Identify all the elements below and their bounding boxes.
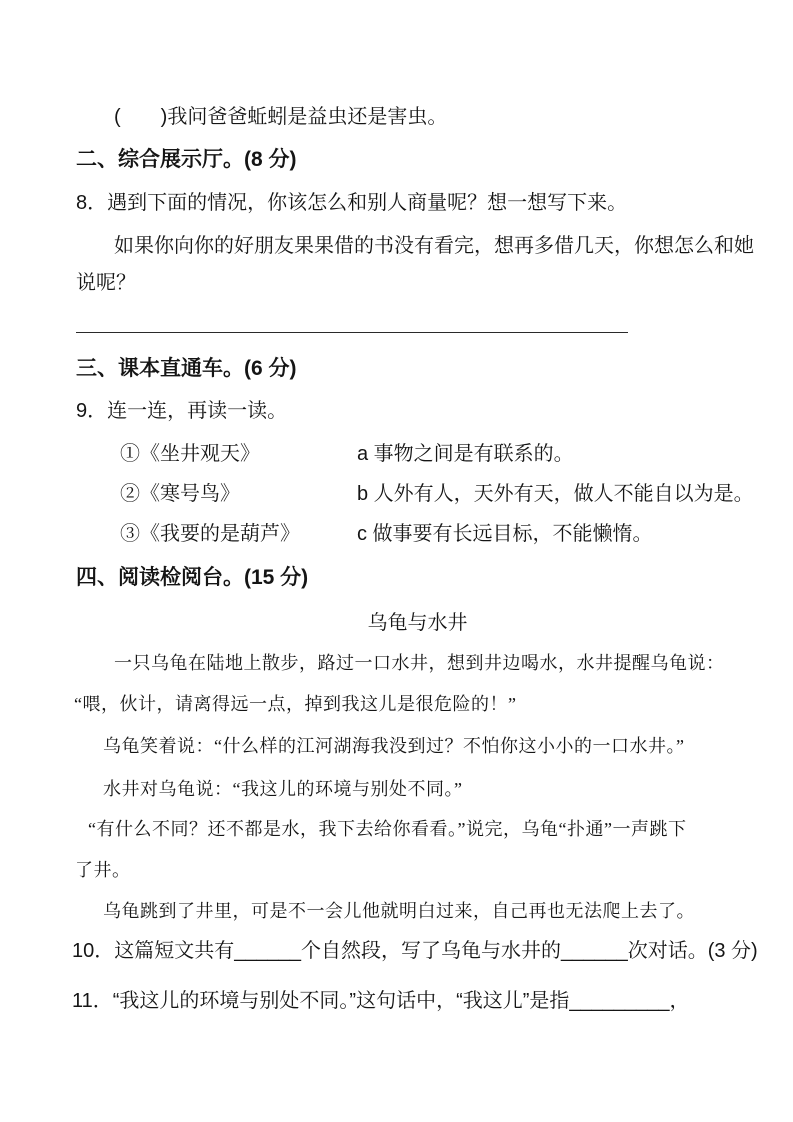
answer-blank-line [76,318,628,333]
passage-line-1: 一只乌龟在陆地上散步，路过一口水井，想到井边喝水，水井提醒乌龟说： [114,653,725,673]
question-8-scenario-line-2: 说呢？ [76,272,136,294]
question-7-item: ( )我问爸爸蚯蚓是益虫还是害虫。 [114,106,448,128]
passage-line-5: “有什么不同？还不都是水，我下去给你看看。”说完，乌龟“扑通”一声跳下 [88,819,687,839]
passage-line-6: 了井。 [75,860,131,880]
question-9-prompt: 9．连一连，再读一读。 [76,400,288,422]
question-8-scenario-line-1: 如果你向你的好朋友果果借的书没有看完，想再多借几天，你想怎么和她 [114,235,754,257]
passage-title: 乌龟与水井 [367,612,468,634]
passage-line-3: 乌龟笑着说：“什么样的江河湖海我没到过？不怕你这小小的一口水井。” [103,736,685,756]
question-10: 10．这篇短文共有______个自然段，写了乌龟与水井的______次对话。(3 分) [72,940,758,962]
question-8-prompt: 8．遇到下面的情况，你该怎么和别人商量呢？想一想写下来。 [76,192,628,214]
question-11: 11．“我这儿的环境与别处不同。”这句话中，“我这儿”是指_________， [72,990,690,1012]
passage-line-4: 水井对乌龟说：“我这儿的环境与别处不同。” [103,779,463,799]
section-2-heading: 二、综合展示厅。(8 分) [76,148,297,171]
match-left-item-1: ①《坐井观天》 [120,443,260,465]
section-3-heading: 三、课本直通车。(6 分) [76,357,297,380]
passage-line-7: 乌龟跳到了井里，可是不一会儿他就明白过来，自己再也无法爬上去了。 [103,901,695,921]
match-right-item-a: a 事物之间是有联系的。 [357,443,574,465]
match-right-item-c: c 做事要有长远目标，不能懒惰。 [357,523,653,545]
passage-line-2: “喂，伙计，请离得远一点，掉到我这儿是很危险的！” [74,694,517,714]
section-4-heading: 四、阅读检阅台。(15 分) [76,566,309,589]
match-left-item-3: ③《我要的是葫芦》 [120,523,300,545]
match-right-item-b: b 人外有人，天外有天，做人不能自以为是。 [357,483,754,505]
match-left-item-2: ②《寒号鸟》 [120,483,240,505]
